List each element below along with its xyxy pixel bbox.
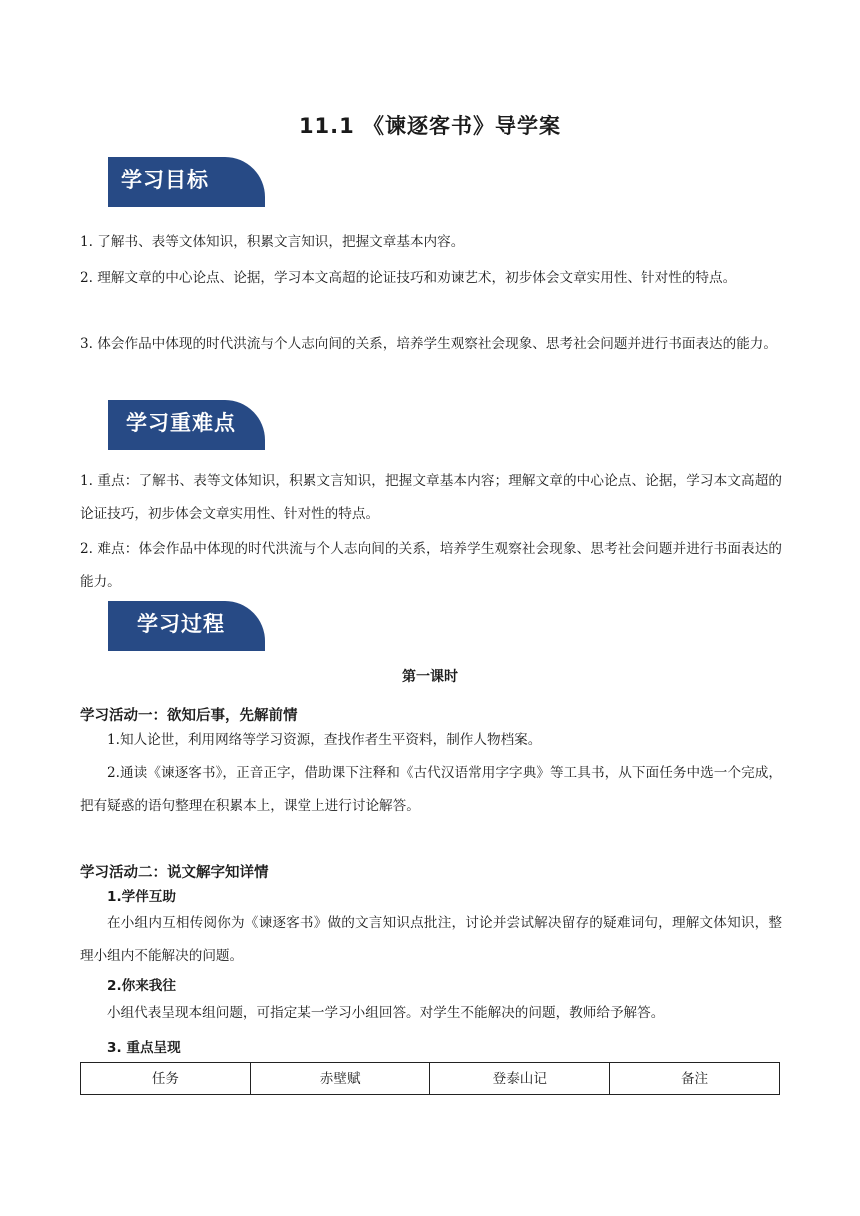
table-header-cell: 登泰山记 — [430, 1063, 610, 1095]
step-text: 在小组内互相传阅你为《谏逐客书》做的文言知识点批注，讨论并尝试解决留存的疑难词句，理解文体知识，整理小组内不能解决的问题。 — [80, 915, 782, 964]
step-text: 小组代表呈现本组问题，可指定某一学习小组回答。对学生不能解决的问题，教师给予解答。 — [107, 1005, 665, 1021]
goal-item-1: 1. 了解书、表等文体知识，积累文言知识，把握文章基本内容。 — [80, 234, 465, 250]
key-point-item-1: 1. 重点：了解书、表等文体知识，积累文言知识，把握文章基本内容；理解文章的中心论点、论据，学习本文高超的论证技巧，初步体会文章实用性、针对性的特点。 — [80, 473, 782, 522]
activity-title: 学习活动一：欲知后事，先解前情 — [80, 708, 298, 724]
section-banner-key-points — [108, 400, 265, 450]
step-title: 2.你来我往 — [107, 978, 176, 994]
table-header-cell: 任务 — [81, 1063, 251, 1095]
banner-label: 学习重难点 — [126, 411, 236, 435]
activity1-item-1: 1.知人论世，利用网络等学习资源，查找作者生平资料，制作人物档案。 — [107, 732, 542, 748]
table-header-cell: 备注 — [610, 1063, 780, 1095]
table-header-row — [81, 1063, 780, 1095]
step-title: 3. 重点呈现 — [107, 1040, 181, 1056]
step-title: 1.学伴互助 — [107, 889, 176, 905]
goal-item-2: 2. 理解文章的中心论点、论据，学习本文高超的论证技巧和劝谏艺术，初步体会文章实用性、针对性的特点。 — [80, 270, 737, 286]
page-title: 11.1 《谏逐客书》导学案 — [298, 114, 562, 138]
activity-title: 学习活动二：说文解字知详情 — [80, 865, 269, 881]
section-banner-goals — [108, 157, 265, 207]
banner-label: 学习目标 — [121, 168, 209, 192]
table-header-cell: 赤壁赋 — [250, 1063, 430, 1095]
lesson-title: 第一课时 — [402, 669, 458, 685]
banner-label: 学习过程 — [137, 612, 225, 636]
activity1-item-2: 2.通读《谏逐客书》，正音正字，借助课下注释和《古代汉语常用字字典》等工具书，从下面任务中选一个完成，把有疑惑的语句整理在积累本上，课堂上进行讨论解答。 — [80, 765, 782, 814]
goal-item-3: 3. 体会作品中体现的时代洪流与个人志向间的关系，培养学生观察社会现象、思考社会问题并进行书面表达的能力。 — [80, 336, 777, 352]
section-banner-process — [108, 601, 265, 651]
key-point-item-2: 2. 难点：体会作品中体现的时代洪流与个人志向间的关系，培养学生观察社会现象、思考社会问题并进行书面表达的能力。 — [80, 541, 782, 590]
task-table — [80, 1062, 780, 1095]
